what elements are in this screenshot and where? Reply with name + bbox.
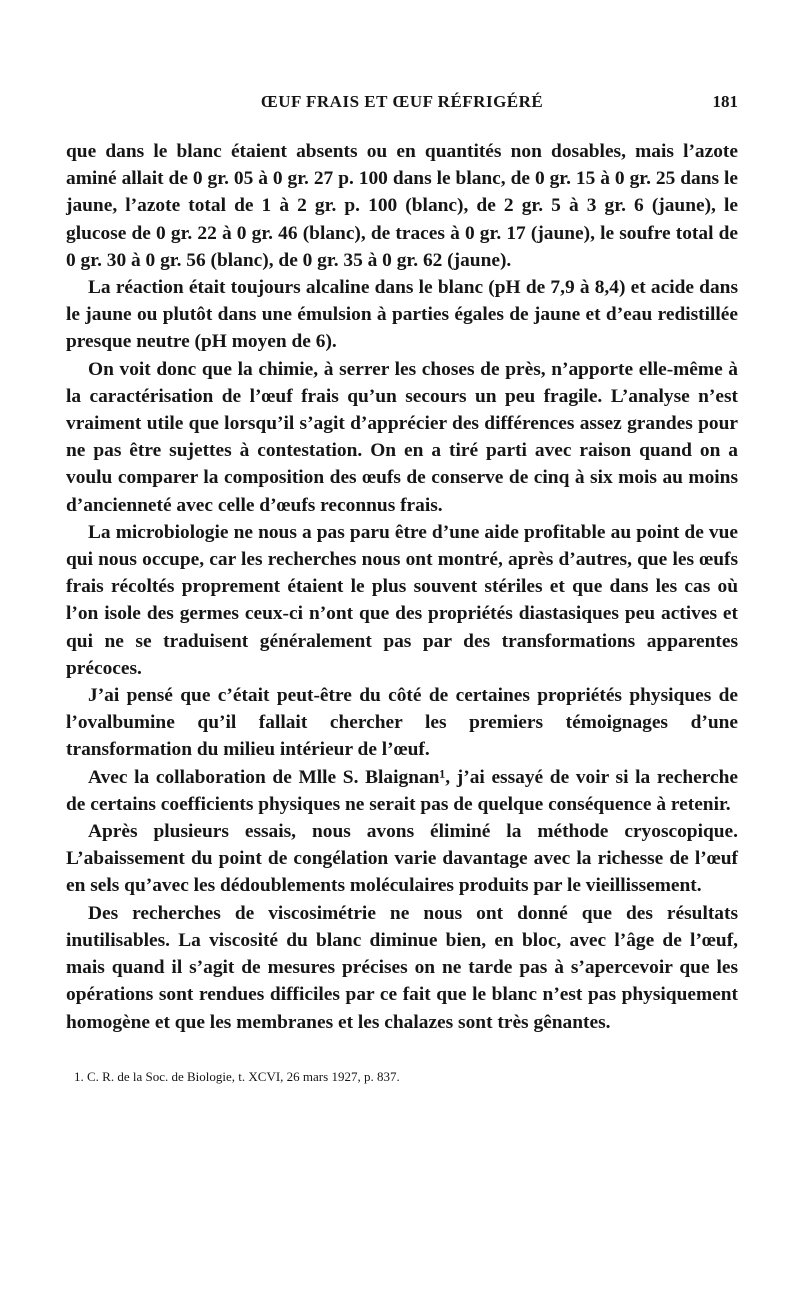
paragraph: Avec la collaboration de Mlle S. Blaignan¹, j’ai essayé de voir si la recherche de certains coefficients physiques ne serait pas de quelque conséquence à retenir. [66, 766, 738, 815]
body-text [66, 138, 738, 1036]
footnote: 1. C. R. de la Soc. de Biologie, t. XCVI, 26 mars 1927, p. 837. [74, 1068, 400, 1084]
running-header [66, 88, 738, 118]
running-title: ŒUF FRAIS ET ŒUF RÉFRIGÉRÉ [260, 92, 544, 111]
book-page [66, 88, 738, 1086]
paragraph: Des recherches de viscosimétrie ne nous ont donné que des résultats inutilisables. La viscosité du blanc diminue bien, en bloc, avec l’âge de l’œuf, mais quand il s’agit de mesures précises on ne tarde pas à s’apercevoir que les opérations sont rendues difficiles par ce fait que le blanc n’est pas physiquement homogène et que les membranes et les chalazes sont très gênantes. [66, 902, 738, 1033]
footnote-spacer [66, 1036, 738, 1058]
paragraph: La microbiologie ne nous a pas paru être d’une aide profitable au point de vue qui nous occupe, car les recherches nous ont montré, après d’autres, que les œufs frais récoltés proprement étaient le plus souvent stériles et que dans les cas où l’on isole des germes ceux-ci n’ont que des propriétés diastasiques peu actives et qui ne se traduisent généralement pas par des transformations apparentes précoces. [66, 521, 738, 679]
paragraph: La réaction était toujours alcaline dans le blanc (pH de 7,9 à 8,4) et acide dans le jaune ou plutôt dans une émulsion à parties égales de jaune et d’eau redistillée presque neutre (pH moyen de 6). [66, 277, 738, 353]
paragraph: Après plusieurs essais, nous avons éliminé la méthode cryoscopique. L’abaissement du point de congélation varie davantage avec la richesse de l’œuf en sels qu’avec les dédoublements moléculaires produits par le vieillissement. [66, 821, 738, 897]
page-number: 181 [712, 92, 738, 111]
paragraph: On voit donc que la chimie, à serrer les choses de près, n’apporte elle-même à la caractérisation de l’œuf frais qu’un secours un peu fragile. L’analyse n’est vraiment utile que lorsqu’il s’agit d’apprécier des différences assez grandes pour ne pas être sujettes à contestation. On en a tiré parti avec raison quand on a voulu comparer la composition des œufs de conserve de cinq à six mois au moins d’ancienneté avec celle d’œufs reconnus frais. [66, 358, 738, 516]
paragraph: J’ai pensé que c’était peut-être du côté de certaines propriétés physiques de l’ovalbumine qu’il fallait chercher les premiers témoignages d’une transformation du milieu intérieur de l’œuf. [66, 685, 738, 761]
paragraph: que dans le blanc étaient absents ou en quantités non dosables, mais l’azote aminé allait de 0 gr. 05 à 0 gr. 27 p. 100 dans le blanc, de 0 gr. 15 à 0 gr. 25 dans le jaune, l’azote total de 1 à 2 gr. p. 100 (blanc), de 2 gr. 5 à 3 gr. 6 (jaune), le glucose de 0 gr. 22 à 0 gr. 46 (blanc), de traces à 0 gr. 17 (jaune), le soufre total de 0 gr. 30 à 0 gr. 56 (blanc), de 0 gr. 35 à 0 gr. 62 (jaune). [66, 141, 738, 271]
